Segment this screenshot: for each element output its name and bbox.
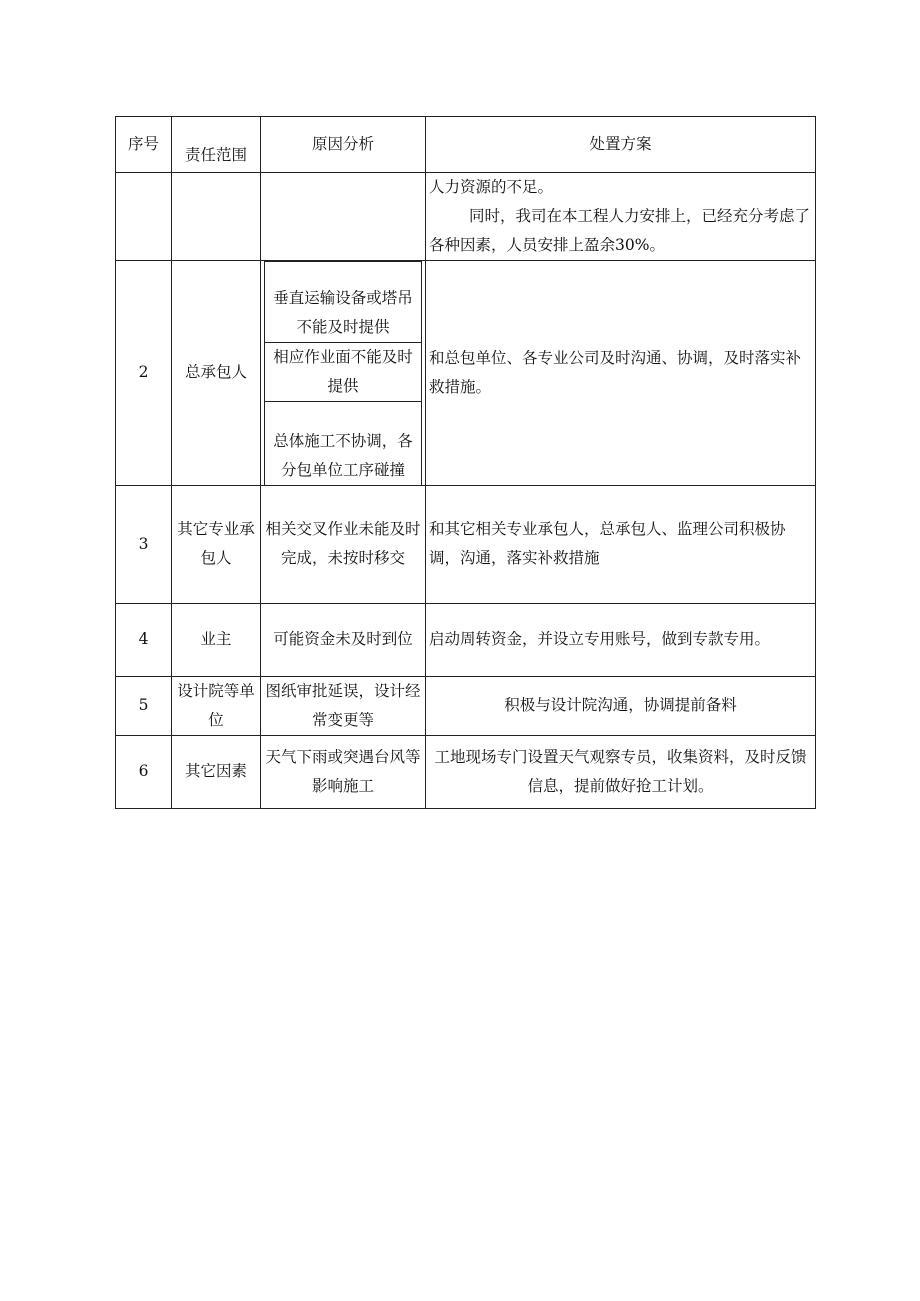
row2-cause-list	[264, 261, 422, 485]
table-row	[116, 603, 816, 676]
table-row	[116, 485, 816, 603]
row2-causes	[261, 261, 426, 486]
row5-cause: 图纸审批延误，设计经常变更等	[261, 676, 426, 735]
row3-index: 3	[116, 485, 172, 603]
row1-index	[116, 173, 172, 261]
table-row	[116, 676, 816, 735]
row4-cause: 可能资金未及时到位	[261, 603, 426, 676]
row3-plan: 和其它相关专业承包人，总承包人、监理公司积极协调，沟通，落实补救措施	[426, 485, 816, 603]
row1-plan-line2: 同时，我司在本工程人力安排上，已经充分考虑了各种因素，人员安排上盈余30%。	[429, 207, 811, 254]
row3-cause: 相关交叉作业未能及时完成，未按时移交	[261, 485, 426, 603]
row6-scope: 其它因素	[172, 735, 261, 808]
header-scope: 责任范围	[172, 117, 261, 173]
row6-plan: 工地现场专门设置天气观察专员，收集资料，及时反馈信息，提前做好抢工计划。	[426, 735, 816, 808]
row4-scope: 业主	[172, 603, 261, 676]
header-row	[116, 117, 816, 173]
header-cause: 原因分析	[261, 117, 426, 173]
row2-cause-1: 垂直运输设备或塔吊不能及时提供	[265, 262, 422, 343]
header-plan: 处置方案	[426, 117, 816, 173]
header-index: 序号	[116, 117, 172, 173]
risk-response-table	[115, 116, 816, 809]
table-row	[116, 173, 816, 261]
row1-plan	[426, 173, 816, 261]
row3-scope: 其它专业承包人	[172, 485, 261, 603]
row4-plan: 启动周转资金，并设立专用账号，做到专款专用。	[426, 603, 816, 676]
row1-plan-line1: 人力资源的不足。	[429, 178, 554, 196]
row1-scope	[172, 173, 261, 261]
row4-index: 4	[116, 603, 172, 676]
row5-index: 5	[116, 676, 172, 735]
row2-cause-2: 相应作业面不能及时提供	[265, 343, 422, 402]
table-row	[116, 735, 816, 808]
row6-index: 6	[116, 735, 172, 808]
row1-cause	[261, 173, 426, 261]
row5-scope: 设计院等单位	[172, 676, 261, 735]
table-row	[116, 261, 816, 486]
row6-cause: 天气下雨或突遇台风等影响施工	[261, 735, 426, 808]
row2-plan: 和总包单位、各专业公司及时沟通、协调，及时落实补救措施。	[426, 261, 816, 486]
row2-cause-3: 总体施工不协调，各分包单位工序碰撞	[265, 402, 422, 485]
row5-plan: 积极与设计院沟通，协调提前备料	[426, 676, 816, 735]
row2-scope: 总承包人	[172, 261, 261, 486]
row2-index: 2	[116, 261, 172, 486]
